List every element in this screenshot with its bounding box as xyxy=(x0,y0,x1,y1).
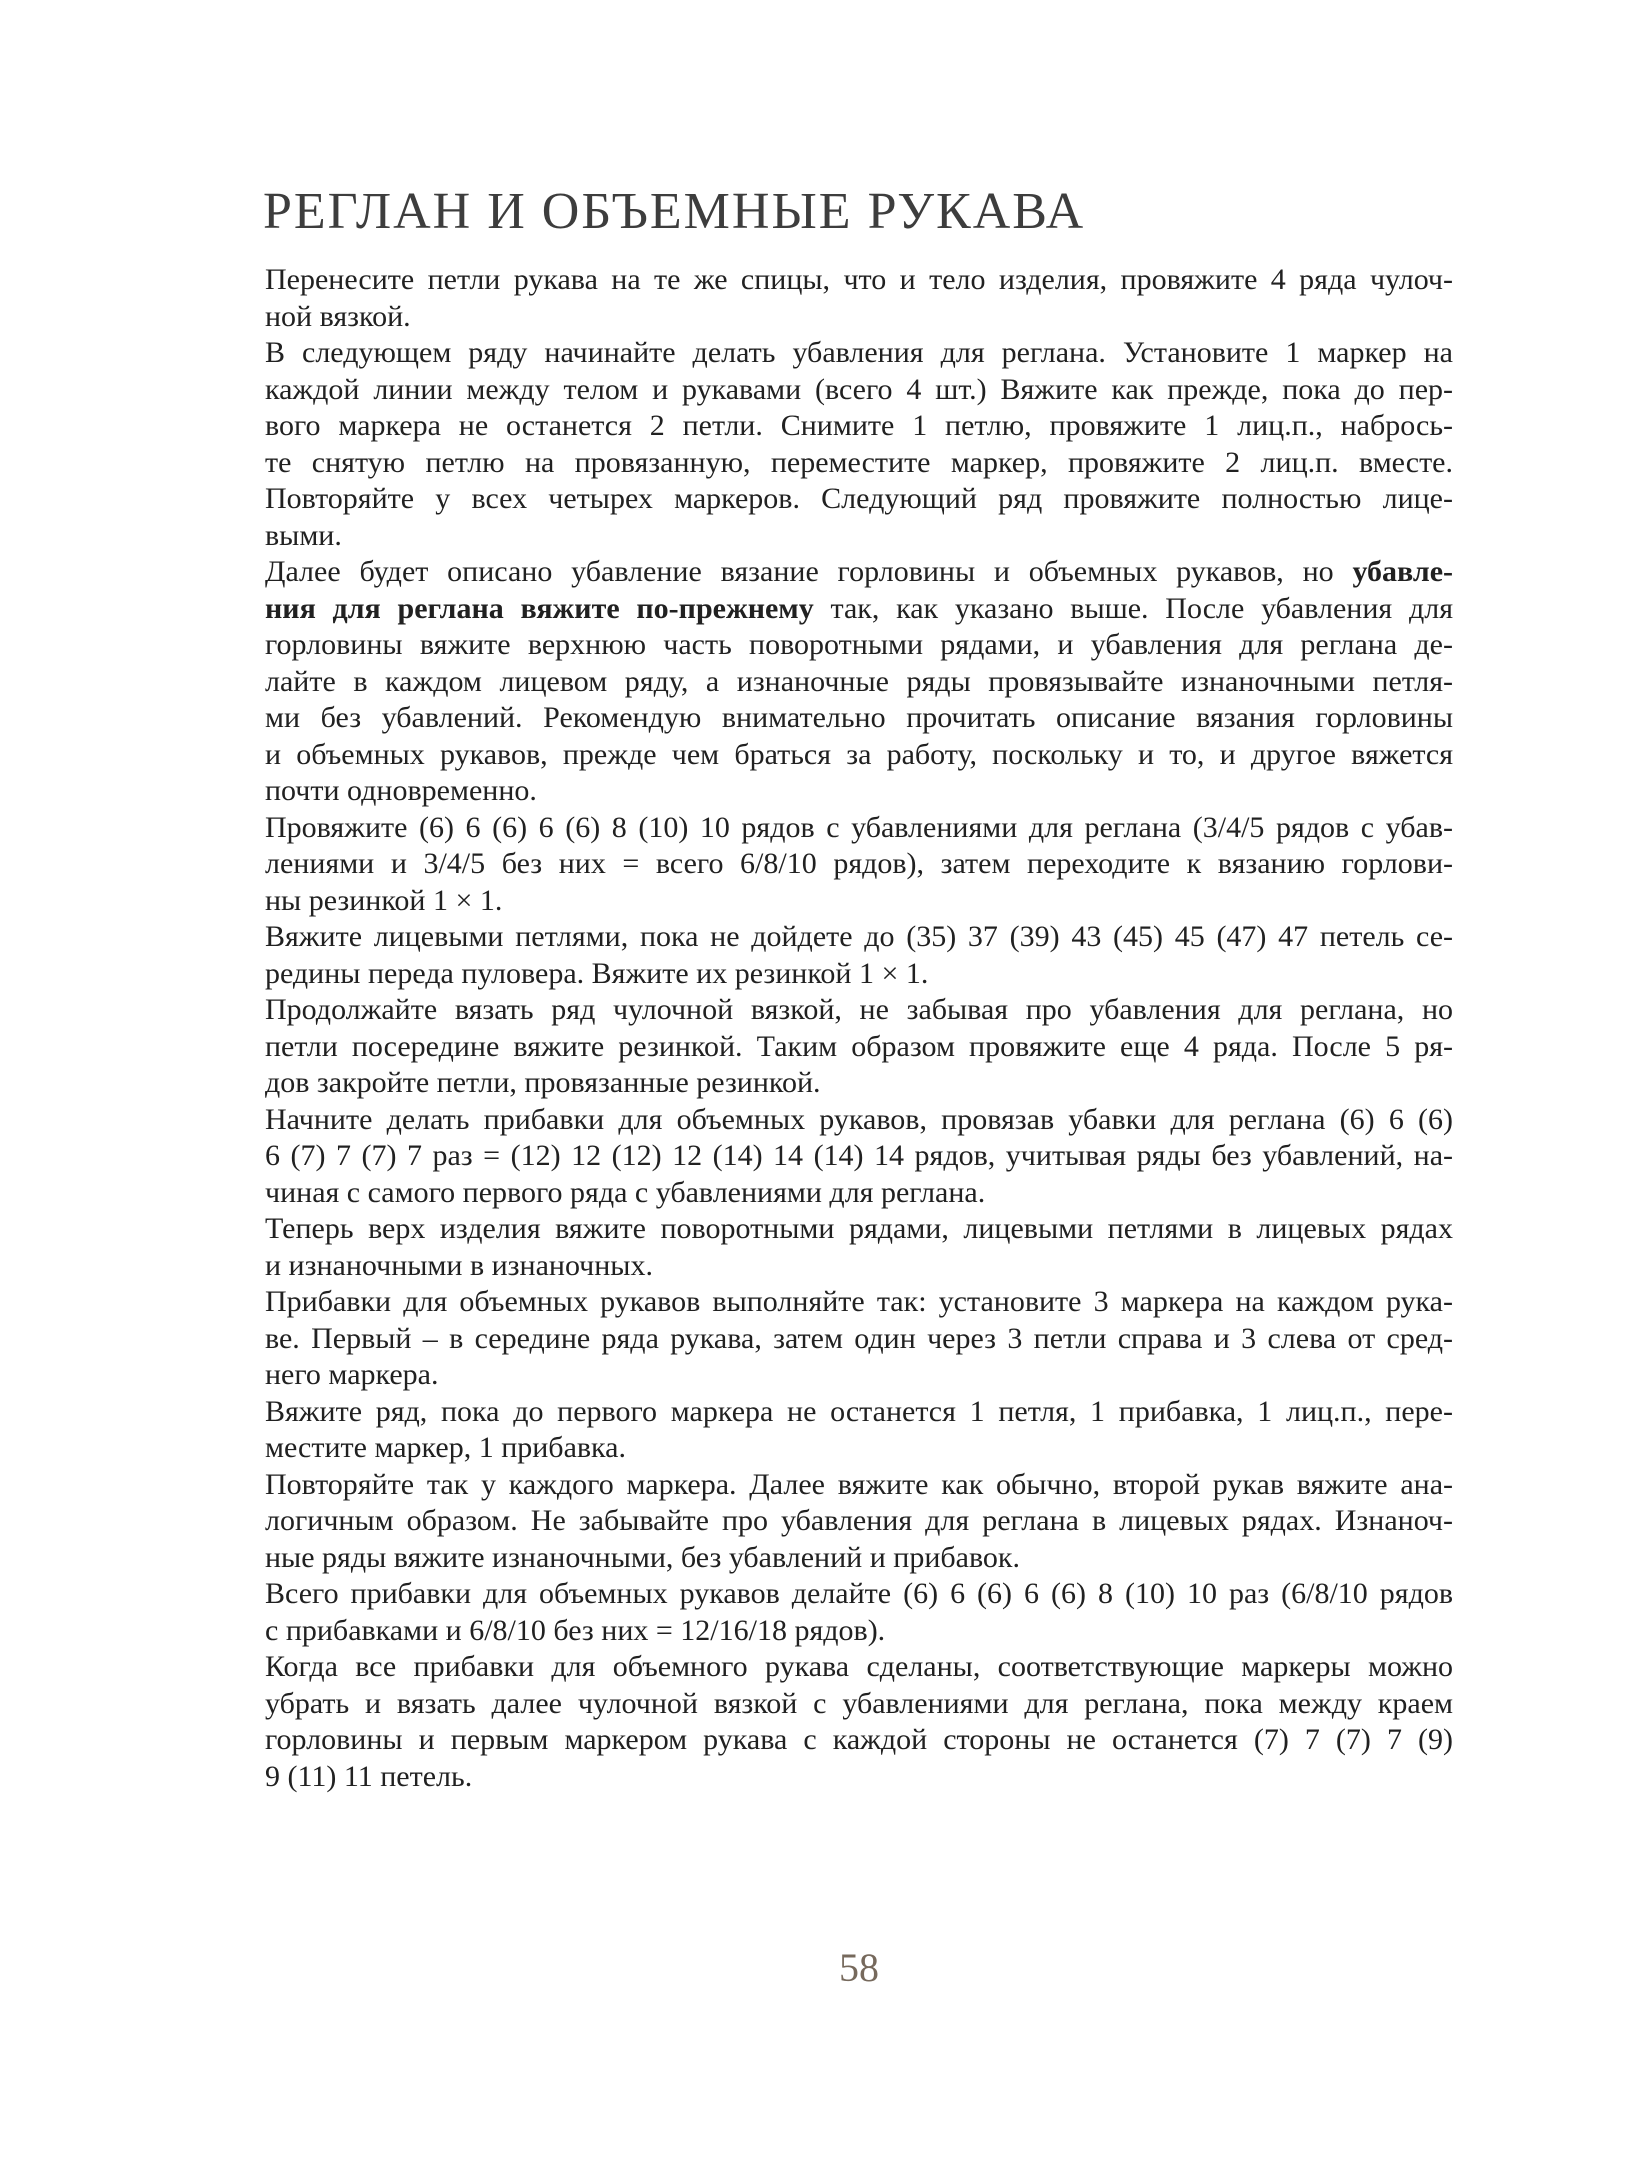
text-segment: 9 (11) 11 петель. xyxy=(265,1759,473,1793)
text-line xyxy=(265,1029,1453,1066)
text-segment: ве. Первый – в середине ряда рукава, затем один через 3 петли справа и 3 слева от сред- xyxy=(265,1321,1453,1355)
paragraph xyxy=(265,1467,1453,1577)
text-line xyxy=(265,883,1453,920)
text-segment: 6 (7) 7 (7) 7 раз = (12) 12 (12) 12 (14) 14 (14) 14 рядов, учитывая ряды без убавлений, на- xyxy=(265,1139,1453,1172)
text-segment: Продолжайте вязать ряд чулочной вязкой, не забывая про убавления для реглана, но xyxy=(265,993,1453,1026)
text-line xyxy=(265,992,1453,1029)
text-segment: дов закройте петли, провязанные резинкой. xyxy=(265,1066,821,1099)
text-line xyxy=(265,810,1453,847)
text-line xyxy=(265,1102,1453,1139)
text-line xyxy=(265,1686,1453,1723)
text-segment: чиная с самого первого ряда с убавлениями для реглана. xyxy=(265,1175,986,1209)
paragraph xyxy=(265,1394,1453,1467)
text-segment: логичным образом. Не забывайте про убавления для реглана в лицевых рядах. Изнаноч- xyxy=(265,1504,1453,1537)
text-segment: горловины и первым маркером рукава с каждой стороны не останется (7) 7 (7) 7 (9) xyxy=(265,1723,1453,1756)
text-segment: Прибавки для объемных рукавов выполняйте так: установите 3 маркера на каждом рука- xyxy=(265,1285,1453,1318)
paragraph xyxy=(265,1576,1453,1649)
text-segment: лениями и 3/4/5 без них = всего 6/8/10 рядов), затем переходите к вязанию горлови- xyxy=(265,847,1453,880)
text-segment: ны резинкой 1 × 1. xyxy=(265,883,503,917)
text-line xyxy=(265,408,1453,445)
paragraph xyxy=(265,554,1453,810)
text-line xyxy=(265,627,1453,664)
text-segment: ной вязкой. xyxy=(265,299,411,333)
text-line xyxy=(265,1649,1453,1686)
text-line xyxy=(265,299,1453,336)
page-title: РЕГЛАН И ОБЪЕМНЫЕ РУКАВА xyxy=(263,183,1086,240)
text-line xyxy=(265,1613,1453,1650)
text-line xyxy=(265,1576,1453,1613)
text-line xyxy=(265,664,1453,701)
text-line xyxy=(265,481,1453,518)
text-segment: вого маркера не останется 2 петли. Снимите 1 петлю, провяжите 1 лиц.п., набрось- xyxy=(265,409,1453,442)
text-line xyxy=(265,554,1453,591)
text-line xyxy=(265,372,1453,409)
text-segment: почти одновременно. xyxy=(265,774,537,807)
text-segment: Вяжите лицевыми петлями, пока не дойдете до (35) 37 (39) 43 (45) 45 (47) 47 петель се- xyxy=(265,920,1453,953)
text-line xyxy=(265,262,1453,299)
text-line xyxy=(265,1211,1453,1248)
text-segment: редины переда пуловера. Вяжите их резинкой 1 × 1. xyxy=(265,956,929,990)
text-line xyxy=(265,737,1453,774)
text-line xyxy=(265,1540,1453,1577)
text-segment: ми без убавлений. Рекомендую внимательно прочитать описание вязания горловины xyxy=(265,701,1453,734)
text-segment: горловины вяжите верхнюю часть поворотными рядами, и убавления для реглана де- xyxy=(265,628,1453,661)
bold-text-segment: убавле- xyxy=(1352,555,1453,588)
text-line xyxy=(265,1284,1453,1321)
text-segment: лайте в каждом лицевом ряду, а изнаночные ряды провязывайте изнаночными петля- xyxy=(265,664,1453,698)
text-segment: те снятую петлю на провязанную, переместите маркер, провяжите 2 лиц.п. вместе. xyxy=(265,445,1453,479)
text-line xyxy=(265,1759,1453,1796)
text-segment: местите маркер, 1 прибавка. xyxy=(265,1431,626,1464)
bold-text-segment: ния для реглана вяжите по-прежнему xyxy=(265,591,814,625)
text-line xyxy=(265,700,1453,737)
text-line xyxy=(265,956,1453,993)
text-line xyxy=(265,1248,1453,1285)
text-segment: выми. xyxy=(265,518,342,552)
text-segment: и изнаночными в изнаночных. xyxy=(265,1248,653,1282)
text-segment: убрать и вязать далее чулочной вязкой с убавлениями для реглана, пока между краем xyxy=(265,1686,1453,1720)
text-segment: и объемных рукавов, прежде чем браться за работу, поскольку и то, и другое вяжется xyxy=(265,737,1453,771)
text-line xyxy=(265,919,1453,956)
text-segment: ные ряды вяжите изнаночными, без убавлений и прибавок. xyxy=(265,1540,1020,1574)
text-segment: Вяжите ряд, пока до первого маркера не останется 1 петля, 1 прибавка, 1 лиц.п., пере- xyxy=(265,1394,1453,1428)
text-segment: Перенесите петли рукава на те же спицы, что и тело изделия, провяжите 4 ряда чулоч- xyxy=(265,263,1453,296)
text-line xyxy=(265,1430,1453,1467)
text-segment: Повторяйте у всех четырех маркеров. Следующий ряд провяжите полностью лице- xyxy=(265,482,1453,515)
text-segment: каждой линии между телом и рукавами (всего 4 шт.) Вяжите как прежде, пока до пер- xyxy=(265,372,1453,406)
text-line xyxy=(265,1467,1453,1504)
text-segment: Когда все прибавки для объемного рукава сделаны, соответствующие маркеры можно xyxy=(265,1650,1453,1683)
text-segment: Повторяйте так у каждого маркера. Далее вяжите как обычно, второй рукав вяжите ана- xyxy=(265,1467,1453,1501)
paragraph xyxy=(265,335,1453,554)
text-line xyxy=(265,518,1453,555)
text-line xyxy=(265,1722,1453,1759)
text-line xyxy=(265,1065,1453,1102)
paragraph xyxy=(265,992,1453,1102)
paragraph xyxy=(265,919,1453,992)
text-line xyxy=(265,445,1453,482)
paragraph xyxy=(265,262,1453,335)
body-paragraphs xyxy=(265,262,1453,1795)
paragraph xyxy=(265,1102,1453,1212)
text-line xyxy=(265,1321,1453,1358)
text-line xyxy=(265,1357,1453,1394)
paragraph xyxy=(265,1649,1453,1795)
text-line xyxy=(265,1175,1453,1212)
paragraph xyxy=(265,810,1453,920)
text-segment: петли посередине вяжите резинкой. Таким образом провяжите еще 4 ряда. После 5 ря- xyxy=(265,1029,1453,1063)
text-segment: Начните делать прибавки для объемных рукавов, провязав убавки для реглана (6) 6 (6) xyxy=(265,1102,1453,1136)
text-line xyxy=(265,591,1453,628)
text-segment: Всего прибавки для объемных рукавов делайте (6) 6 (6) 6 (6) 8 (10) 10 раз (6/8/10 рядов xyxy=(265,1577,1453,1610)
text-segment: с прибавками и 6/8/10 без них = 12/16/18 рядов). xyxy=(265,1613,886,1647)
text-line xyxy=(265,773,1453,810)
text-segment: него маркера. xyxy=(265,1358,439,1391)
text-segment: Провяжите (6) 6 (6) 6 (6) 8 (10) 10 рядов с убавлениями для реглана (3/4/5 рядов с убав- xyxy=(265,810,1453,844)
text-line xyxy=(265,1394,1453,1431)
text-line xyxy=(265,1503,1453,1540)
text-segment: В следующем ряду начинайте делать убавления для реглана. Установите 1 маркер на xyxy=(265,336,1453,369)
text-segment: Далее будет описано убавление вязание горловины и объемных рукавов, но xyxy=(265,555,1353,588)
page-number: 58 xyxy=(839,1945,879,1990)
text-line xyxy=(265,1138,1453,1175)
text-segment: так, как указано выше. После убавления для xyxy=(813,591,1453,625)
paragraph xyxy=(265,1211,1453,1284)
paragraph xyxy=(265,1284,1453,1394)
text-line xyxy=(265,335,1453,372)
text-line xyxy=(265,846,1453,883)
text-segment: Теперь верх изделия вяжите поворотными рядами, лицевыми петлями в лицевых рядах xyxy=(265,1212,1453,1245)
